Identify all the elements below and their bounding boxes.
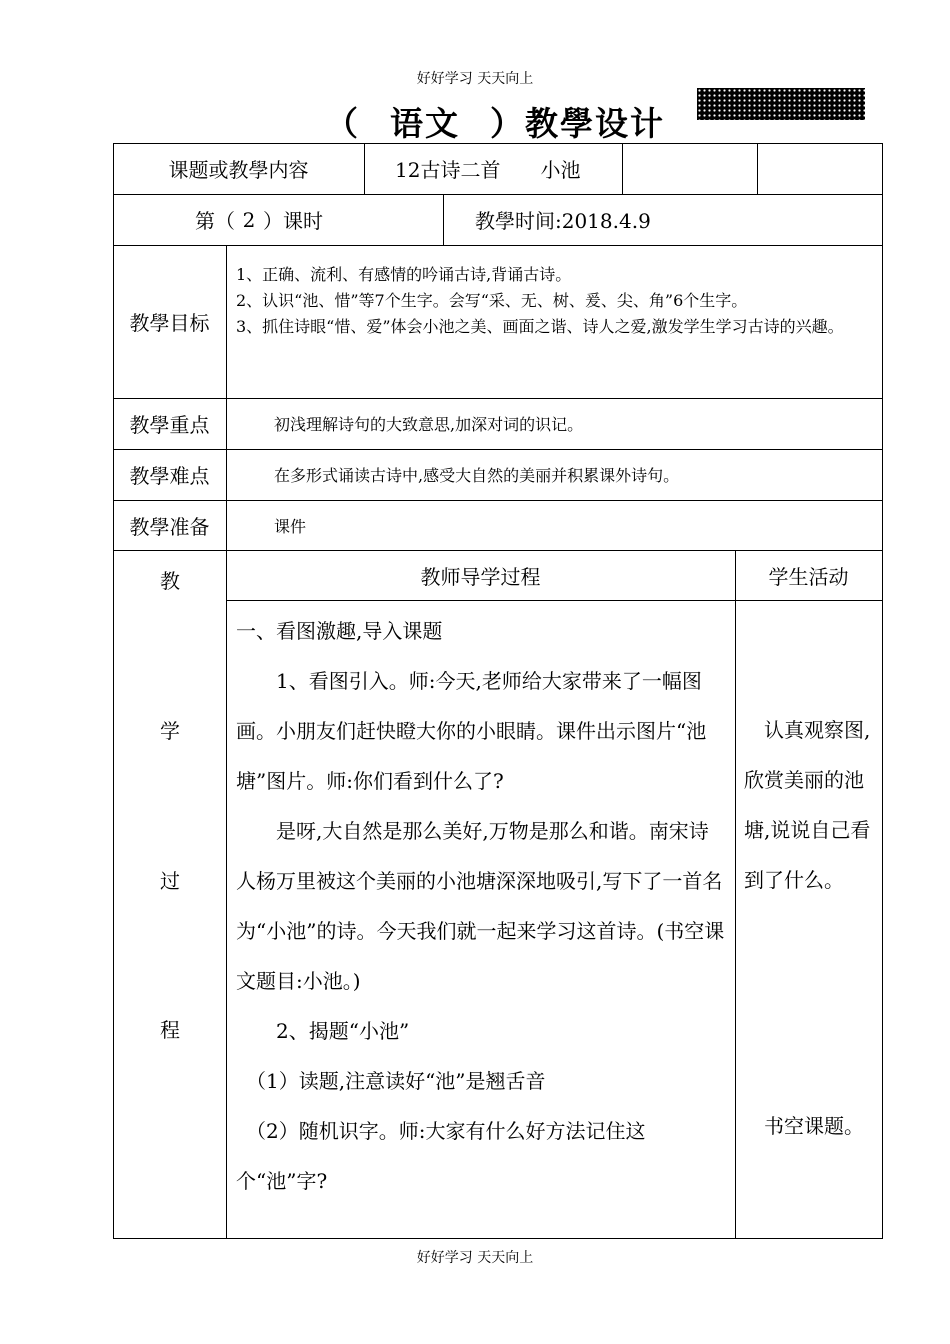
side-char: 程 xyxy=(160,1018,180,1042)
goals-label: 教學目标 xyxy=(129,311,210,335)
goal-item: 3、抓住诗眼“惜、爱”体会小池之美、画面之谐、诗人之爱,激发学生学习古诗的兴趣。 xyxy=(236,317,844,336)
process-paragraph: 是呀,大自然是那么美好,万物是那么和谐。南宋诗人杨万里被这个美丽的小池塘深深地吸引,写下了一首名为“小池”的诗。今天我们就一起来学习这首诗。(书空课文题目:小池。) xyxy=(236,819,725,993)
key-label: 教學重点 xyxy=(129,413,210,437)
student-activity-1 xyxy=(744,705,874,905)
side-char: 过 xyxy=(160,869,180,893)
process-paragraph: 2、揭题“小池” xyxy=(236,1019,410,1043)
side-char: 学 xyxy=(160,719,180,743)
lesson-number: 2 xyxy=(242,207,256,232)
process-paragraph: （1）读题,注意读好“池”是翘舌音 xyxy=(236,1069,546,1093)
title-subject: 语文 xyxy=(390,104,460,143)
teaching-time: 教學时间:2018.4.9 xyxy=(475,209,651,233)
prep-value: 课件 xyxy=(274,516,307,536)
goal-item: 2、认识“池、惜”等7个生字。会写“采、无、树、爰、尖、角”6个生字。 xyxy=(236,291,748,310)
header-note: 好好学习 天天向上 xyxy=(416,71,534,87)
lesson-suffix: ）课时 xyxy=(263,209,323,233)
lesson-count xyxy=(195,194,435,245)
topic-label: 课题或教學内容 xyxy=(168,158,309,182)
goal-item: 1、正确、流利、有感情的吟诵古诗,背诵古诗。 xyxy=(236,265,572,284)
student-activity-2 xyxy=(744,1101,874,1151)
title-rest: ）教學设计 xyxy=(490,104,665,143)
teacher-process-header: 教师导学过程 xyxy=(420,564,541,589)
side-char: 教 xyxy=(160,569,180,593)
prep-label: 教學准备 xyxy=(129,514,210,539)
process-paragraph: 1、看图引入。师:今天,老师给大家带来了一幅图画。小朋友们赶快瞪大你的小眼睛。课件出示图片“池塘”图片。师:你们看到什么了? xyxy=(236,669,707,793)
footer-note: 好好学习 天天向上 xyxy=(416,1250,534,1266)
dotted-decoration-box xyxy=(697,88,865,120)
student-activity-header: 学生活动 xyxy=(768,564,849,589)
teacher-process-text xyxy=(236,606,726,1206)
student-activity-text: 书空课题。 xyxy=(744,1114,864,1138)
title-open-paren: （ xyxy=(325,104,360,143)
difficult-label: 教學难点 xyxy=(129,464,210,488)
student-activity-text: 认真观察图,欣赏美丽的池塘,说说自己看到了什么。 xyxy=(744,718,871,892)
goals-list xyxy=(236,262,876,340)
process-paragraph: （2）随机识字。师:大家有什么好方法记住这个“池”字? xyxy=(236,1119,646,1193)
lesson-prefix: 第（ xyxy=(195,209,235,233)
topic-value: 12古诗二首 小池 xyxy=(395,158,581,182)
process-paragraph: 一、看图激趣,导入课题 xyxy=(236,619,443,643)
difficult-value: 在多形式诵读古诗中,感受大自然的美丽并积累课外诗句。 xyxy=(274,466,680,485)
key-value: 初浅理解诗句的大致意思,加深对词的识记。 xyxy=(274,415,584,434)
